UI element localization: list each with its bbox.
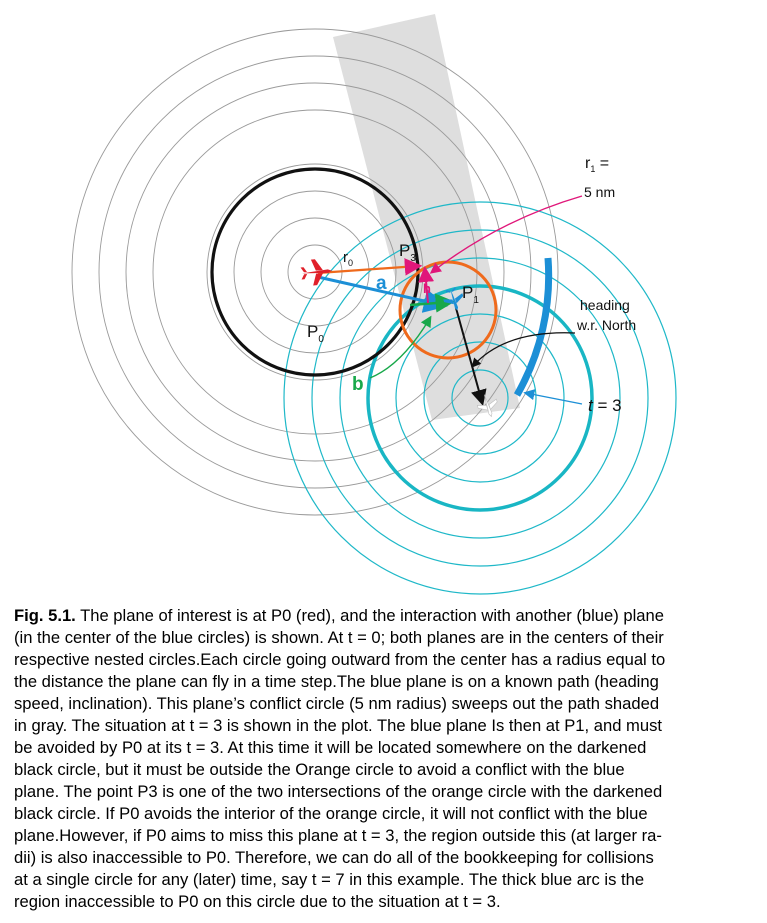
label-t-eq: = 3 bbox=[592, 396, 622, 415]
label-p3: P bbox=[399, 241, 411, 260]
label-p1-sub: 1 bbox=[473, 295, 479, 306]
conflict-sweep-band bbox=[333, 14, 520, 420]
svg-text:r0 bbox=[343, 249, 353, 268]
inaccessible-blue-arc bbox=[517, 258, 549, 395]
label-b: b bbox=[352, 374, 364, 395]
label-r1-eq: = bbox=[595, 155, 610, 172]
t3-pointer bbox=[526, 393, 582, 404]
red-plane-icon bbox=[300, 258, 333, 287]
label-p1: P bbox=[462, 283, 474, 302]
caption-fig-label: Fig. 5.1. bbox=[14, 606, 76, 625]
label-r0-sub: 0 bbox=[348, 258, 354, 268]
label-heading-2: w.r. North bbox=[577, 317, 637, 333]
caption-line-5: speed, inclination). This plane’s conflict circle (5 nm radius) sweeps out the path shaded bbox=[14, 694, 660, 713]
label-r1: r bbox=[585, 155, 591, 172]
label-heading-1: heading bbox=[580, 297, 630, 313]
figure-caption bbox=[14, 605, 759, 913]
label-p0-sub: 0 bbox=[318, 334, 324, 345]
label-h: h bbox=[423, 281, 431, 296]
caption-line-2: (in the center of the blue circles) is shown. At t = 0; both planes are in the centers of their bbox=[14, 628, 664, 647]
caption-line-1: Fig. 5.1. The plane of interest is at P0 (red), and the interaction with another (blue) plane bbox=[14, 606, 664, 625]
label-r1-value: 5 nm bbox=[584, 184, 616, 200]
label-p0: P bbox=[307, 322, 319, 341]
caption-line-3: respective nested circles.Each circle going outward from the center has a radius equal to bbox=[14, 650, 666, 669]
caption-line-11: plane.However, if P0 aims to miss this plane at t = 3, the region outside this (at larger ra- bbox=[14, 826, 662, 845]
caption-line-12: dii) is also inaccessible to P0. Therefore, we can do all of the bookkeeping for collisions bbox=[14, 848, 654, 867]
caption-line-6: in gray. The situation at t = 3 is shown in the plot. The blue plane Is then at P1, and must bbox=[14, 716, 663, 735]
svg-text:r1 = bbox=[585, 155, 609, 174]
caption-line-4: the distance the plane can fly in a time step.The blue plane is on a known path (heading bbox=[14, 672, 659, 691]
label-a: a bbox=[376, 273, 387, 294]
caption-line-14: region inaccessible to P0 on this circle due to the situation at t = 3. bbox=[14, 892, 501, 911]
caption-line-13: at a single circle for any (later) time, say t = 7 in this example. The thick blue arc is the bbox=[14, 870, 645, 889]
caption-line-7: be avoided by P0 at its t = 3. At this time it will be located somewhere on the darkened bbox=[14, 738, 647, 757]
caption-line-9: plane. The point P3 is one of the two intersections of the orange circle with the darkened bbox=[14, 782, 663, 801]
label-r1-sub: 1 bbox=[590, 164, 596, 174]
label-p3-sub: 3 bbox=[410, 253, 416, 264]
caption-line-10: black circle. If P0 avoids the interior of the orange circle, it will not conflict with the blue bbox=[14, 804, 648, 823]
caption-line-8: black circle, but it must be outside the Orange circle to avoid a conflict with the blue bbox=[14, 760, 625, 779]
svg-text:t = 3 bbox=[588, 396, 622, 415]
label-t: t bbox=[588, 396, 593, 415]
label-r0: r bbox=[343, 249, 348, 266]
